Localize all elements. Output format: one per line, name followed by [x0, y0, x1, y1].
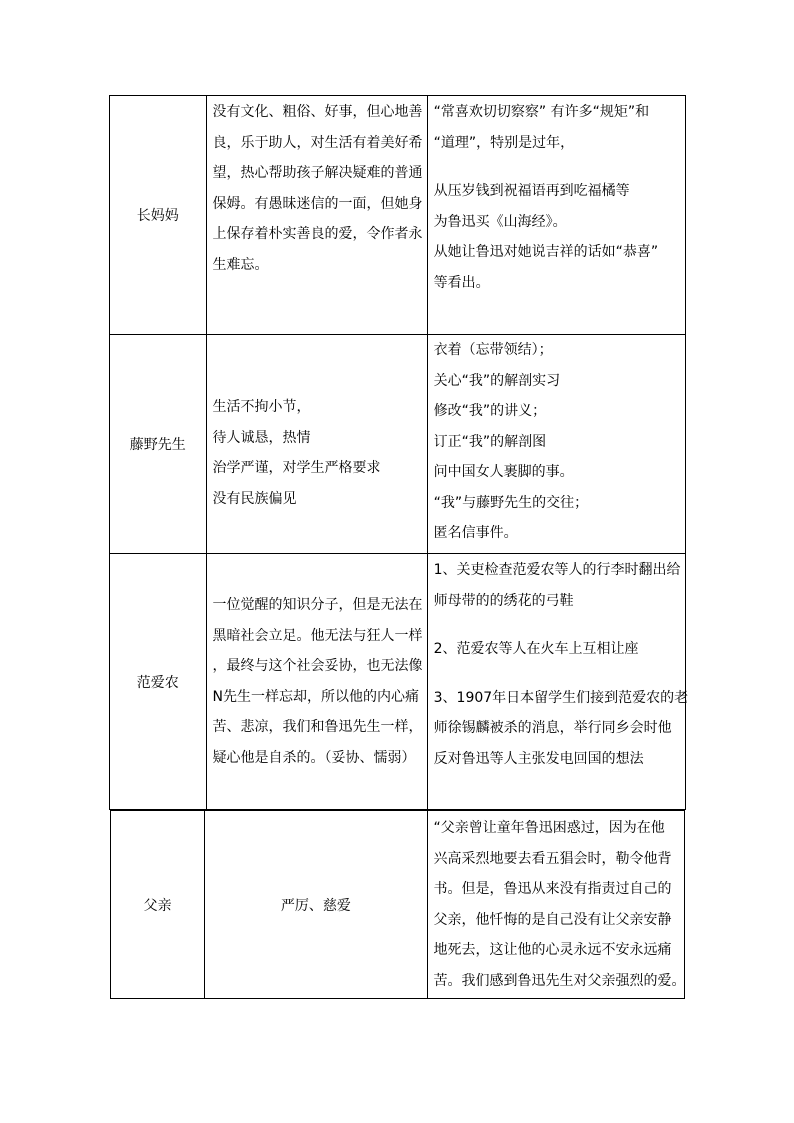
- event-line: “父亲曾让童年鲁迅困惑过，因为在他: [433, 820, 665, 836]
- trait-line: 没有民族偏见: [212, 490, 297, 507]
- event-line: “我”与藤野先生的交往；: [433, 494, 589, 511]
- event-line: 书。但是，鲁迅从来没有指责过自己的: [433, 881, 672, 897]
- character-name: 藤野先生: [129, 437, 186, 453]
- event-line: 修改“我”的讲义；: [433, 403, 547, 419]
- character-name: 长妈妈: [136, 208, 179, 224]
- trait-line: 一位觉醒的知识分子，但是无法在: [212, 597, 423, 613]
- event-line: 1、关吏检查范爱农等人的行李时翻出给: [433, 562, 681, 578]
- character-table-father: [110, 810, 685, 999]
- event-line: 为鲁迅买《山海经》。: [433, 213, 567, 230]
- character-events-cell: [427, 335, 685, 554]
- trait-line: 没有文化、粗俗、好事，但心地善: [212, 104, 423, 120]
- trait-line: 疑心他是自杀的。（妥协、懦弱）: [212, 749, 416, 766]
- event-line: 匿名信事件。: [433, 525, 518, 541]
- event-line: 从压岁钱到祝福语再到吃福橘等: [433, 183, 630, 199]
- event-line: 2、范爱农等人在火车上互相让座: [433, 641, 639, 657]
- event-line: 父亲，他忏悔的是自己没有让父亲安静: [433, 911, 672, 928]
- table-row-tengye: [110, 335, 686, 554]
- event-line: 关心“我”的解剖实习: [433, 372, 561, 389]
- event-line: 反对鲁迅等人主张发电回国的想法: [433, 750, 644, 767]
- trait-line: 良，乐于助人，对生活有着美好希: [212, 134, 423, 151]
- event-line: 从她让鲁迅对她说吉祥的话如“恭喜”: [433, 244, 659, 260]
- trait-line: 望，热心帮助孩子解决疑难的普通: [212, 165, 423, 181]
- event-line: 师徐锡麟被杀的消息，举行同乡会时他: [433, 720, 672, 736]
- event-line: “道理”，特别是过年，: [433, 134, 575, 151]
- character-traits-cell: [206, 335, 427, 554]
- trait-line: 黑暗社会立足。他无法与狂人一样: [212, 627, 423, 644]
- event-line: 苦。我们感到鲁迅先生对父亲强烈的爱。: [433, 972, 686, 989]
- table-row-father: [111, 811, 685, 999]
- character-name: 父亲: [143, 897, 172, 914]
- trait-line: 待人诚恳，热情: [212, 429, 311, 446]
- character-name-cell: [110, 96, 207, 335]
- event-line: 等看出。: [433, 274, 490, 291]
- character-name-cell: [111, 811, 205, 999]
- table-row-fan-ainong: [110, 554, 686, 810]
- character-traits-cell: [205, 811, 427, 999]
- character-events-cell: [427, 811, 684, 999]
- trait-line: 治学严谨，对学生严格要求: [212, 460, 381, 476]
- character-name: 范爱农: [136, 674, 179, 691]
- trait-line: 生活不拘小节，: [212, 399, 311, 415]
- event-line: 兴高采烈地要去看五猖会时，勒令他背: [433, 850, 672, 867]
- trait-line: 生难忘。: [212, 256, 269, 273]
- character-name-cell: [110, 554, 207, 810]
- trait-line: ，最终与这个社会妥协，也无法像: [212, 658, 423, 674]
- spacer: [434, 665, 679, 683]
- character-name-cell: [110, 335, 207, 554]
- character-events-cell: [427, 554, 689, 810]
- spacer: [434, 616, 679, 634]
- character-table: [109, 95, 689, 810]
- trait-line: 严厉、慈爱: [280, 897, 351, 914]
- spacer: [434, 158, 679, 176]
- event-line: 问中国女人裹脚的事。: [433, 464, 574, 480]
- event-line: 师母带的的绣花的弓鞋: [433, 592, 574, 609]
- trait-line: 上保存着朴实善良的爱，令作者永: [212, 226, 423, 242]
- character-traits-cell: [206, 554, 427, 810]
- trait-line: 苦、悲凉，我们和鲁迅先生一样，: [212, 719, 423, 735]
- trait-line: 保姆。有愚昧迷信的一面，但她身: [212, 195, 423, 212]
- table-row-chang-mama: [110, 96, 686, 335]
- character-traits-cell: [206, 96, 427, 335]
- event-line: 衣着（忘带领结）；: [433, 342, 553, 358]
- event-line: “常喜欢切切察察” 有许多“规矩”和: [433, 104, 650, 120]
- event-line: 3、1907年日本留学生们接到范爱农的老: [433, 689, 689, 706]
- event-line: 订正“我”的解剖图: [433, 433, 547, 450]
- event-line: 地死去，这让他的心灵永远不安永远痛: [433, 942, 672, 958]
- trait-line: N先生一样忘却，所以他的内心痛: [212, 688, 419, 705]
- character-events-cell: [427, 96, 685, 335]
